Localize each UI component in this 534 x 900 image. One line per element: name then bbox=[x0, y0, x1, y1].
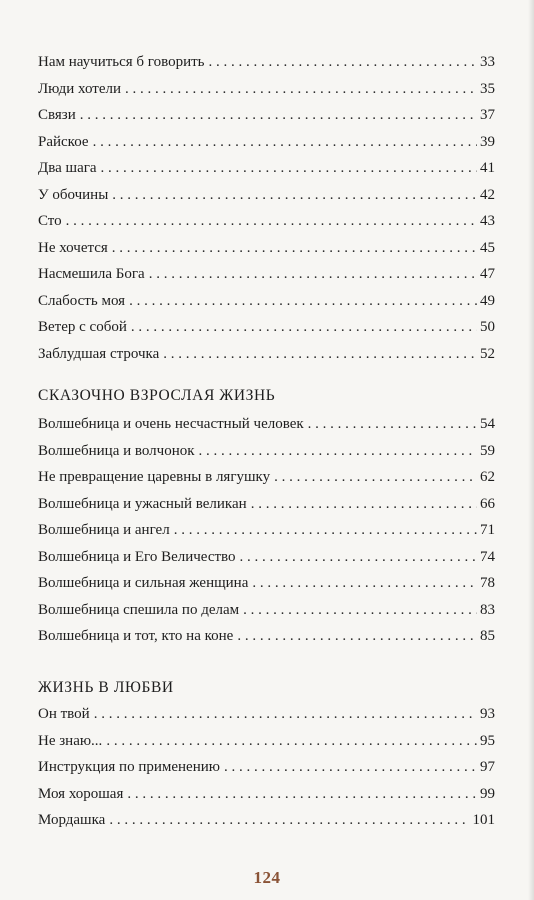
toc-entry-page: 42 bbox=[480, 186, 495, 203]
toc-entry-title: Волшебница и волчонок bbox=[38, 442, 195, 459]
toc-dot-leader bbox=[163, 341, 477, 368]
toc-entry bbox=[38, 701, 495, 728]
toc-entry-page: 93 bbox=[480, 706, 495, 722]
toc-entry-title: Нам научиться б говорить bbox=[38, 54, 205, 70]
toc-entry-page: 101 bbox=[472, 812, 495, 828]
toc-entry-title: Моя хорошая bbox=[38, 785, 124, 802]
toc-entry-page: 66 bbox=[480, 495, 495, 512]
toc-entry bbox=[38, 76, 495, 103]
toc-entry-title: Люди хотели bbox=[38, 80, 121, 97]
toc-entry bbox=[38, 781, 495, 808]
toc-entry-title: Не знаю... bbox=[38, 732, 103, 749]
toc-entry bbox=[38, 623, 495, 650]
toc-list-life-in-love bbox=[38, 701, 495, 834]
toc-dot-leader bbox=[125, 76, 477, 103]
toc-entry bbox=[38, 807, 495, 834]
toc-entry bbox=[38, 728, 495, 755]
toc-entry-title: Волшебница и очень несчастный человек bbox=[38, 416, 304, 432]
toc-dot-leader bbox=[106, 728, 477, 755]
toc-entry bbox=[38, 544, 495, 571]
toc-entry-title: Волшебница и сильная женщина bbox=[38, 575, 249, 591]
toc-dot-leader bbox=[209, 49, 478, 76]
toc-entry-page: 39 bbox=[480, 133, 495, 150]
toc-entry-title: Он твой bbox=[38, 706, 90, 722]
toc-dot-leader bbox=[224, 754, 477, 781]
toc-dot-leader bbox=[94, 701, 477, 728]
toc-entry-title: Два шага bbox=[38, 160, 97, 176]
toc-entry-page: 97 bbox=[480, 759, 495, 775]
toc-dot-leader bbox=[112, 235, 477, 262]
toc-entry-title: Слабость моя bbox=[38, 292, 126, 309]
toc-entry-title: Волшебница и ужасный великан bbox=[38, 495, 247, 512]
toc-dot-leader bbox=[174, 517, 477, 544]
toc-dot-leader bbox=[129, 288, 477, 315]
toc-list-fairy-adult-life bbox=[38, 411, 495, 650]
toc-entry-page: 85 bbox=[480, 628, 495, 644]
toc-entry-page: 59 bbox=[480, 442, 495, 459]
toc-dot-leader bbox=[149, 261, 477, 288]
toc-entry-title: Волшебница и ангел bbox=[38, 522, 170, 538]
toc-entry-page: 37 bbox=[480, 107, 495, 123]
toc-entry bbox=[38, 102, 495, 129]
toc-entry bbox=[38, 49, 495, 76]
toc-dot-leader bbox=[66, 208, 477, 235]
toc-dot-leader bbox=[101, 155, 477, 182]
toc-entry-page: 52 bbox=[480, 345, 495, 362]
toc-entry bbox=[38, 754, 495, 781]
toc-entry-page: 54 bbox=[480, 416, 495, 432]
section-heading-fairy-adult-life: СКАЗОЧНО ВЗРОСЛАЯ ЖИЗНЬ bbox=[38, 387, 276, 404]
page-edge-shadow bbox=[528, 0, 534, 900]
toc-entry-title: Насмешила Бога bbox=[38, 266, 145, 282]
toc-dot-leader bbox=[308, 411, 477, 438]
toc-entry-title: Заблудшая строчка bbox=[38, 345, 160, 362]
toc-entry-title: Мордашка bbox=[38, 812, 106, 828]
toc-entry-page: 35 bbox=[480, 80, 495, 97]
toc-dot-leader bbox=[251, 491, 477, 518]
toc-entry-page: 71 bbox=[480, 522, 495, 538]
toc-dot-leader bbox=[112, 182, 477, 209]
toc-entry bbox=[38, 491, 495, 518]
toc-entry bbox=[38, 438, 495, 465]
toc-entry-page: 47 bbox=[480, 266, 495, 282]
toc-dot-leader bbox=[199, 438, 477, 465]
toc-entry bbox=[38, 155, 495, 182]
toc-entry-page: 74 bbox=[480, 548, 495, 565]
section-heading-life-in-love: ЖИЗНЬ В ЛЮБВИ bbox=[38, 679, 174, 696]
toc-entry bbox=[38, 261, 495, 288]
toc-entry-page: 95 bbox=[480, 732, 495, 749]
toc-entry bbox=[38, 597, 495, 624]
toc-dot-leader bbox=[243, 597, 477, 624]
toc-entry bbox=[38, 288, 495, 315]
toc-entry-title: У обочины bbox=[38, 186, 109, 203]
toc-dot-leader bbox=[252, 570, 477, 597]
toc-dot-leader bbox=[93, 129, 477, 156]
toc-dot-leader bbox=[109, 807, 469, 834]
toc-entry bbox=[38, 341, 495, 368]
toc-entry bbox=[38, 208, 495, 235]
toc-list-untitled-section bbox=[38, 49, 495, 367]
toc-entry-title: Волшебница спешила по делам bbox=[38, 601, 240, 618]
toc-entry-page: 41 bbox=[480, 160, 495, 176]
toc-entry bbox=[38, 129, 495, 156]
toc-dot-leader bbox=[127, 781, 477, 808]
toc-entry-title: Райское bbox=[38, 133, 89, 150]
toc-entry-page: 49 bbox=[480, 292, 495, 309]
toc-entry-page: 62 bbox=[480, 469, 495, 485]
toc-entry-page: 45 bbox=[480, 239, 495, 256]
toc-entry-title: Не хочется bbox=[38, 239, 108, 256]
toc-dot-leader bbox=[274, 464, 477, 491]
toc-entry-title: Сто bbox=[38, 213, 62, 229]
toc-entry-page: 33 bbox=[480, 54, 495, 70]
toc-entry-page: 78 bbox=[480, 575, 495, 591]
toc-dot-leader bbox=[240, 544, 477, 571]
toc-entry bbox=[38, 314, 495, 341]
toc-entry-title: Инструкция по применению bbox=[38, 759, 220, 775]
toc-entry-page: 83 bbox=[480, 601, 495, 618]
toc-entry bbox=[38, 411, 495, 438]
toc-entry bbox=[38, 235, 495, 262]
toc-entry-title: Ветер с собой bbox=[38, 319, 127, 335]
toc-entry bbox=[38, 517, 495, 544]
toc-entry-title: Не превращение царевны в лягушку bbox=[38, 469, 271, 485]
toc-dot-leader bbox=[237, 623, 477, 650]
toc-entry-page: 50 bbox=[480, 319, 495, 335]
toc-dot-leader bbox=[131, 314, 477, 341]
toc-entry bbox=[38, 182, 495, 209]
toc-entry-title: Волшебница и тот, кто на коне bbox=[38, 628, 234, 644]
toc-entry-page: 43 bbox=[480, 213, 495, 229]
toc-entry bbox=[38, 464, 495, 491]
toc-entry-title: Связи bbox=[38, 107, 76, 123]
toc-entry-title: Волшебница и Его Величество bbox=[38, 548, 236, 565]
toc-entry bbox=[38, 570, 495, 597]
page-number: 124 bbox=[253, 868, 281, 887]
toc-dot-leader bbox=[80, 102, 477, 129]
toc-entry-page: 99 bbox=[480, 785, 495, 802]
